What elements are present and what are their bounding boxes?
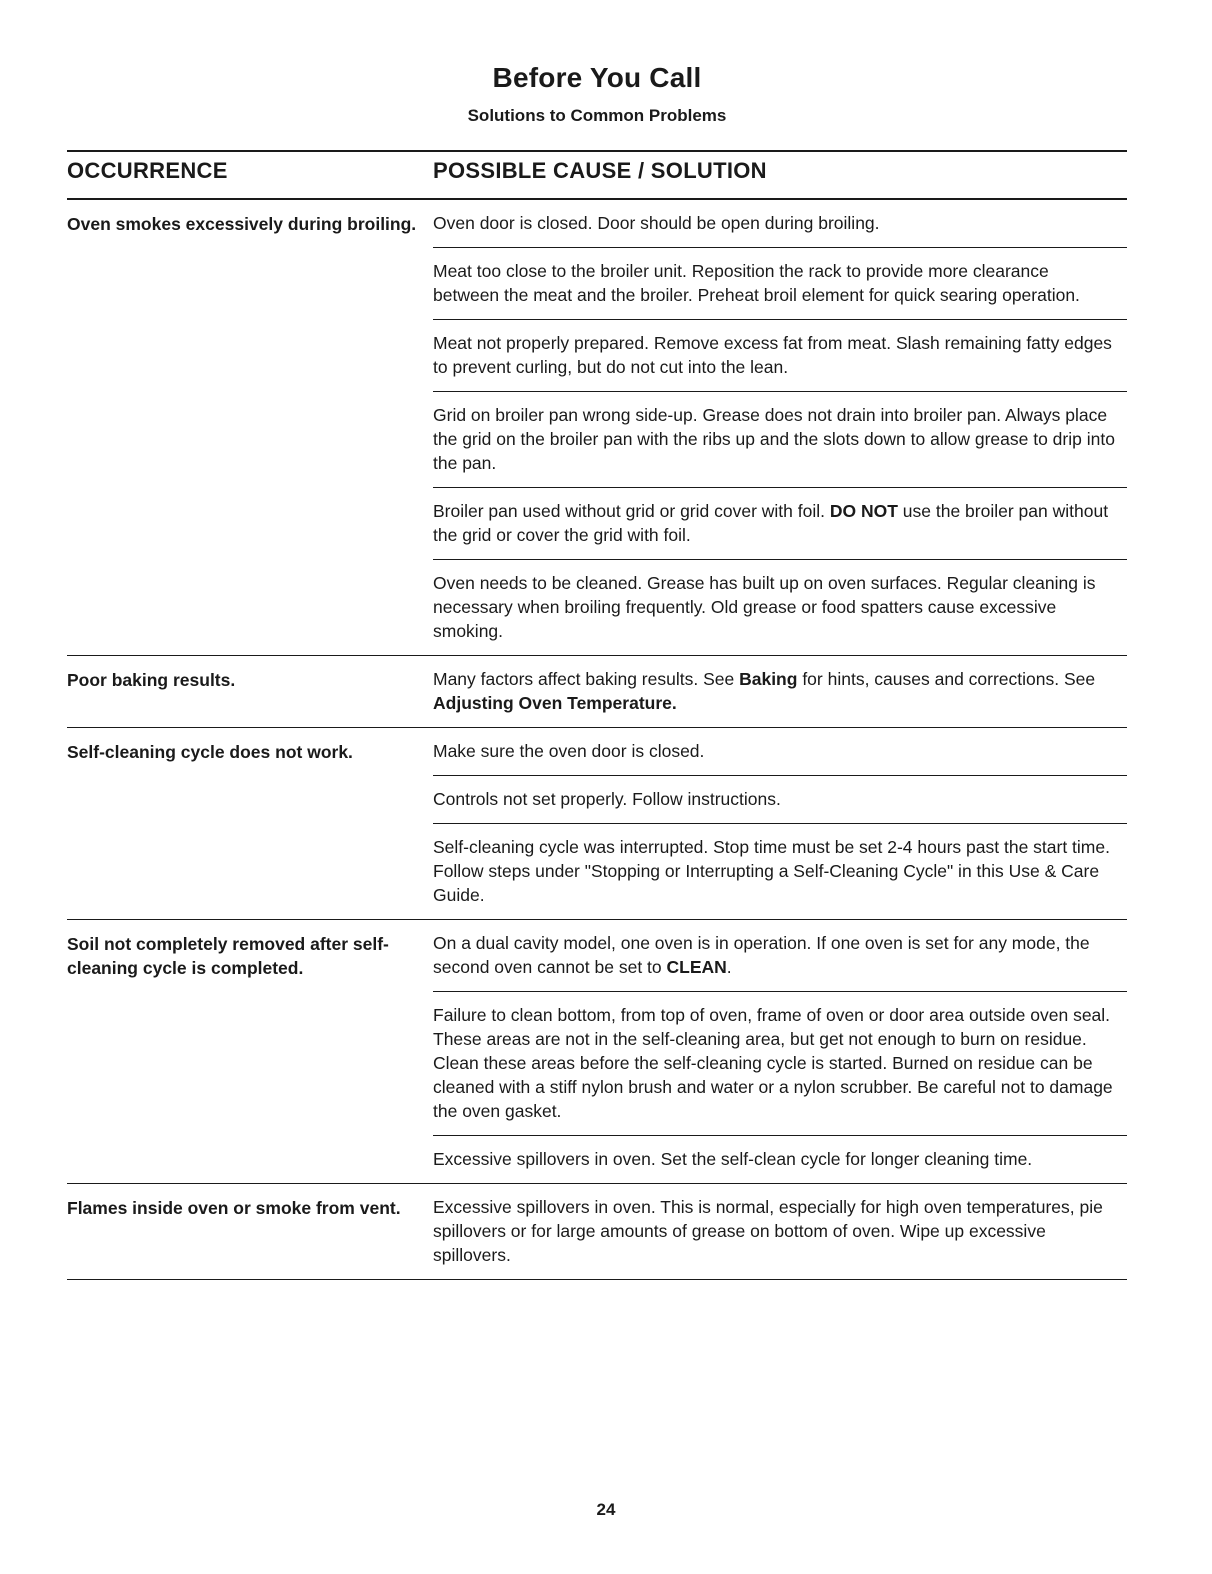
solution-text: Grid on broiler pan wrong side-up. Grease does not drain into broiler pan. Always place the grid on the broiler pan with the ribs up and the slots down to allow grease to drip into the pan. [433, 405, 1115, 473]
solution-item [433, 776, 1127, 824]
column-header-solution: POSSIBLE CAUSE / SOLUTION [433, 158, 767, 183]
solution-text: Oven door is closed. Door should be open during broiling. [433, 213, 880, 233]
solution-emphasis: Adjusting Oven Temperature. [433, 693, 677, 713]
problem-group [67, 728, 1127, 920]
solution-item [433, 488, 1127, 560]
solution-list [433, 656, 1127, 727]
solution-list [433, 1184, 1127, 1279]
occurrence-text: Poor baking results. [67, 670, 236, 690]
column-header-occurrence: OCCURRENCE [67, 158, 228, 183]
page-subtitle: Solutions to Common Problems [467, 106, 727, 125]
occurrence-text: Flames inside oven or smoke from vent. [67, 1198, 401, 1218]
solution-text: Failure to clean bottom, from top of oven, frame of oven or door area outside oven seal. These areas are not in the self-cleaning area, but get not enough to burn on residue. Clean these areas before the self-cleaning cycle is started. Burned on residue can be cleaned with a stiff nylon brush and water or a nylon scrubber. Be careful not to damage the oven gasket. [433, 1005, 1113, 1121]
solution-item [433, 1136, 1127, 1183]
problem-group [67, 656, 1127, 728]
solution-text: Meat too close to the broiler unit. Reposition the rack to provide more clearance between the meat and the broiler. Preheat broil element for quick searing operation. [433, 261, 1080, 305]
solution-text: Oven needs to be cleaned. Grease has built up on oven surfaces. Regular cleaning is necessary when broiling frequently. Old grease or food spatters cause excessive smoking. [433, 573, 1096, 641]
solution-text: use the broiler pan without the grid or cover the grid with foil. [433, 501, 1109, 545]
problem-group [67, 1184, 1127, 1280]
problem-group [67, 200, 1127, 656]
occurrence-text: Oven smokes excessively during broiling. [67, 214, 417, 234]
solution-text: Excessive spillovers in oven. This is normal, especially for high oven temperatures, pie spillovers or for large amounts of grease on bottom of oven. Wipe up excessive spillovers. [433, 1197, 1103, 1265]
solution-item [433, 560, 1127, 655]
solution-item [433, 1184, 1127, 1279]
problem-group [67, 920, 1127, 1184]
solution-item [433, 728, 1127, 776]
solution-text: Self-cleaning cycle was interrupted. Stop time must be set 2-4 hours past the start time. Follow steps under "Stopping or Interrupting a Self-Cleaning Cycle" in this Use & Care Guide. [433, 837, 1110, 905]
solution-item [433, 656, 1127, 727]
solution-text: Controls not set properly. Follow instructions. [433, 789, 781, 809]
solution-item [433, 920, 1127, 992]
solution-text: Make sure the oven door is closed. [433, 741, 705, 761]
solution-emphasis: Baking [739, 669, 798, 689]
solution-text: On a dual cavity model, one oven is in operation. If one oven is set for any mode, the second oven cannot be set to [433, 933, 1090, 977]
header-rule-top [67, 150, 1127, 152]
page-number: 24 [596, 1500, 616, 1519]
solution-text: for hints, causes and corrections. See [797, 669, 1096, 689]
occurrence-text: Self-cleaning cycle does not work. [67, 742, 353, 762]
solution-item [433, 392, 1127, 488]
solution-list [433, 200, 1127, 655]
solution-item [433, 320, 1127, 392]
occurrence-text: Soil not completely removed after self-cleaning cycle is completed. [67, 934, 389, 978]
solution-emphasis: DO NOT [829, 501, 898, 521]
solution-list [433, 728, 1127, 919]
solution-text: Broiler pan used without grid or grid cover with foil. [433, 501, 830, 521]
solution-text: Excessive spillovers in oven. Set the self-clean cycle for longer cleaning time. [433, 1149, 1033, 1169]
solution-emphasis: CLEAN [666, 957, 727, 977]
page-title: Before You Call [492, 62, 702, 93]
solution-item [433, 824, 1127, 919]
solution-item [433, 992, 1127, 1136]
solution-text: Many factors affect baking results. See [433, 669, 740, 689]
solution-text: Meat not properly prepared. Remove excess fat from meat. Slash remaining fatty edges to prevent curling, but do not cut into the lean. [433, 333, 1112, 377]
solution-item [433, 248, 1127, 320]
solution-list [433, 920, 1127, 1183]
solution-item [433, 200, 1127, 248]
troubleshooting-table [67, 200, 1127, 1280]
solution-text: . [726, 957, 732, 977]
